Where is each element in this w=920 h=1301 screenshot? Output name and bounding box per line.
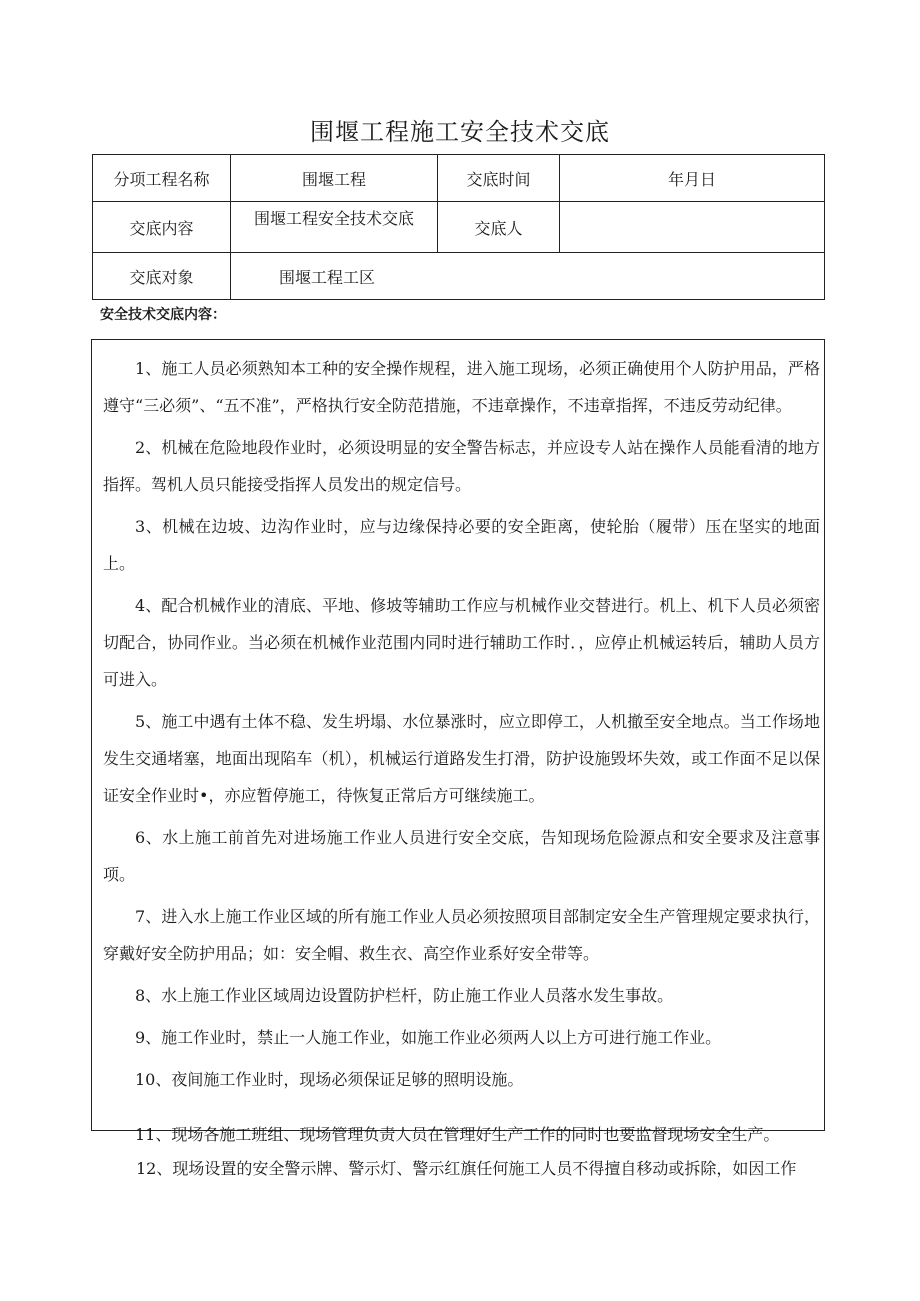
label-briefing-target: 交底对象 xyxy=(93,253,231,300)
section-label: 安全技术交底内容： xyxy=(100,307,226,323)
list-item-continued: 12、现场设置的安全警示牌、警示灯、警示红旗任何施工人员不得擅自移动或拆除，如因工作 xyxy=(136,1159,797,1178)
label-project-name: 分项工程名称 xyxy=(93,155,231,202)
value-briefer xyxy=(560,202,825,253)
list-item: 3、机械在边坡、边沟作业时，应与边缘保持必要的安全距离，使轮胎（履带）压在坚实的地面上。 xyxy=(103,517,820,573)
list-item: 9、施工作业时，禁止一人施工作业，如施工作业必须两人以上方可进行施工作业。 xyxy=(135,1028,722,1047)
list-item: 2、机械在危险地段作业时，必须设明显的安全警告标志，并应设专人站在操作人员能看清的地方指挥。驾机人员只能接受指挥人员发出的规定信号。 xyxy=(103,438,820,494)
content-box xyxy=(91,339,825,1144)
value-briefing-time: 年月日 xyxy=(560,155,825,202)
document-title: 围堰工程施工安全技术交底 xyxy=(310,118,610,146)
list-item: 1、施工人员必须熟知本工种的安全操作规程，进入施工现场，必须正确使用个人防护用品，严格遵守“三必须”、“五不准”，严格执行安全防范措施，不违章操作，不违章指挥，不违反劳动纪律。 xyxy=(103,359,820,415)
list-item: 11、现场各施工班组、现场管理负责人员在管理好生产工作的同时也要监督现场安全生产。 xyxy=(135,1125,780,1144)
value-project-name: 围堰工程 xyxy=(231,155,438,202)
label-briefing-time: 交底时间 xyxy=(438,155,560,202)
list-item: 10、夜间施工作业时，现场必须保证足够的照明设施。 xyxy=(135,1070,524,1089)
list-item: 5、施工中遇有土体不稳、发生坍塌、水位暴涨时，应立即停工，人机撤至安全地点。当工作场地发生交通堵塞，地面出现陷车（机），机械运行道路发生打滑，防护设施毁坏失效，或工作面不足以保证安全作业时•，亦应暂停施工，待恢复正常后方可继续施工。 xyxy=(103,712,820,805)
value-briefing-target: 围堰工程工区 xyxy=(231,253,825,300)
label-briefing-content: 交底内容 xyxy=(93,202,231,253)
value-briefing-content: 围堰工程安全技术交底 xyxy=(231,202,438,253)
info-table xyxy=(92,154,825,300)
list-item: 4、配合机械作业的清底、平地、修坡等辅助工作应与机械作业交替进行。机上、机下人员必须密切配合，协同作业。当必须在机械作业范围内同时进行辅助工作时．，应停止机械运转后，辅助人员方可进入。 xyxy=(103,596,820,689)
list-item: 7、进入水上施工作业区域的所有施工作业人员必须按照项目部制定安全生产管理规定要求执行，穿戴好安全防护用品；如：安全帽、救生衣、高空作业系好安全带等。 xyxy=(103,907,820,963)
info-row-target xyxy=(93,253,825,300)
list-item: 8、水上施工作业区域周边设置防护栏杆，防止施工作业人员落水发生事故。 xyxy=(135,986,674,1005)
info-row-content xyxy=(93,202,825,253)
label-briefer: 交底人 xyxy=(438,202,560,253)
list-item: 6、水上施工前首先对进场施工作业人员进行安全交底，告知现场危险源点和安全要求及注意事项。 xyxy=(103,828,820,884)
info-row-project xyxy=(93,155,825,202)
